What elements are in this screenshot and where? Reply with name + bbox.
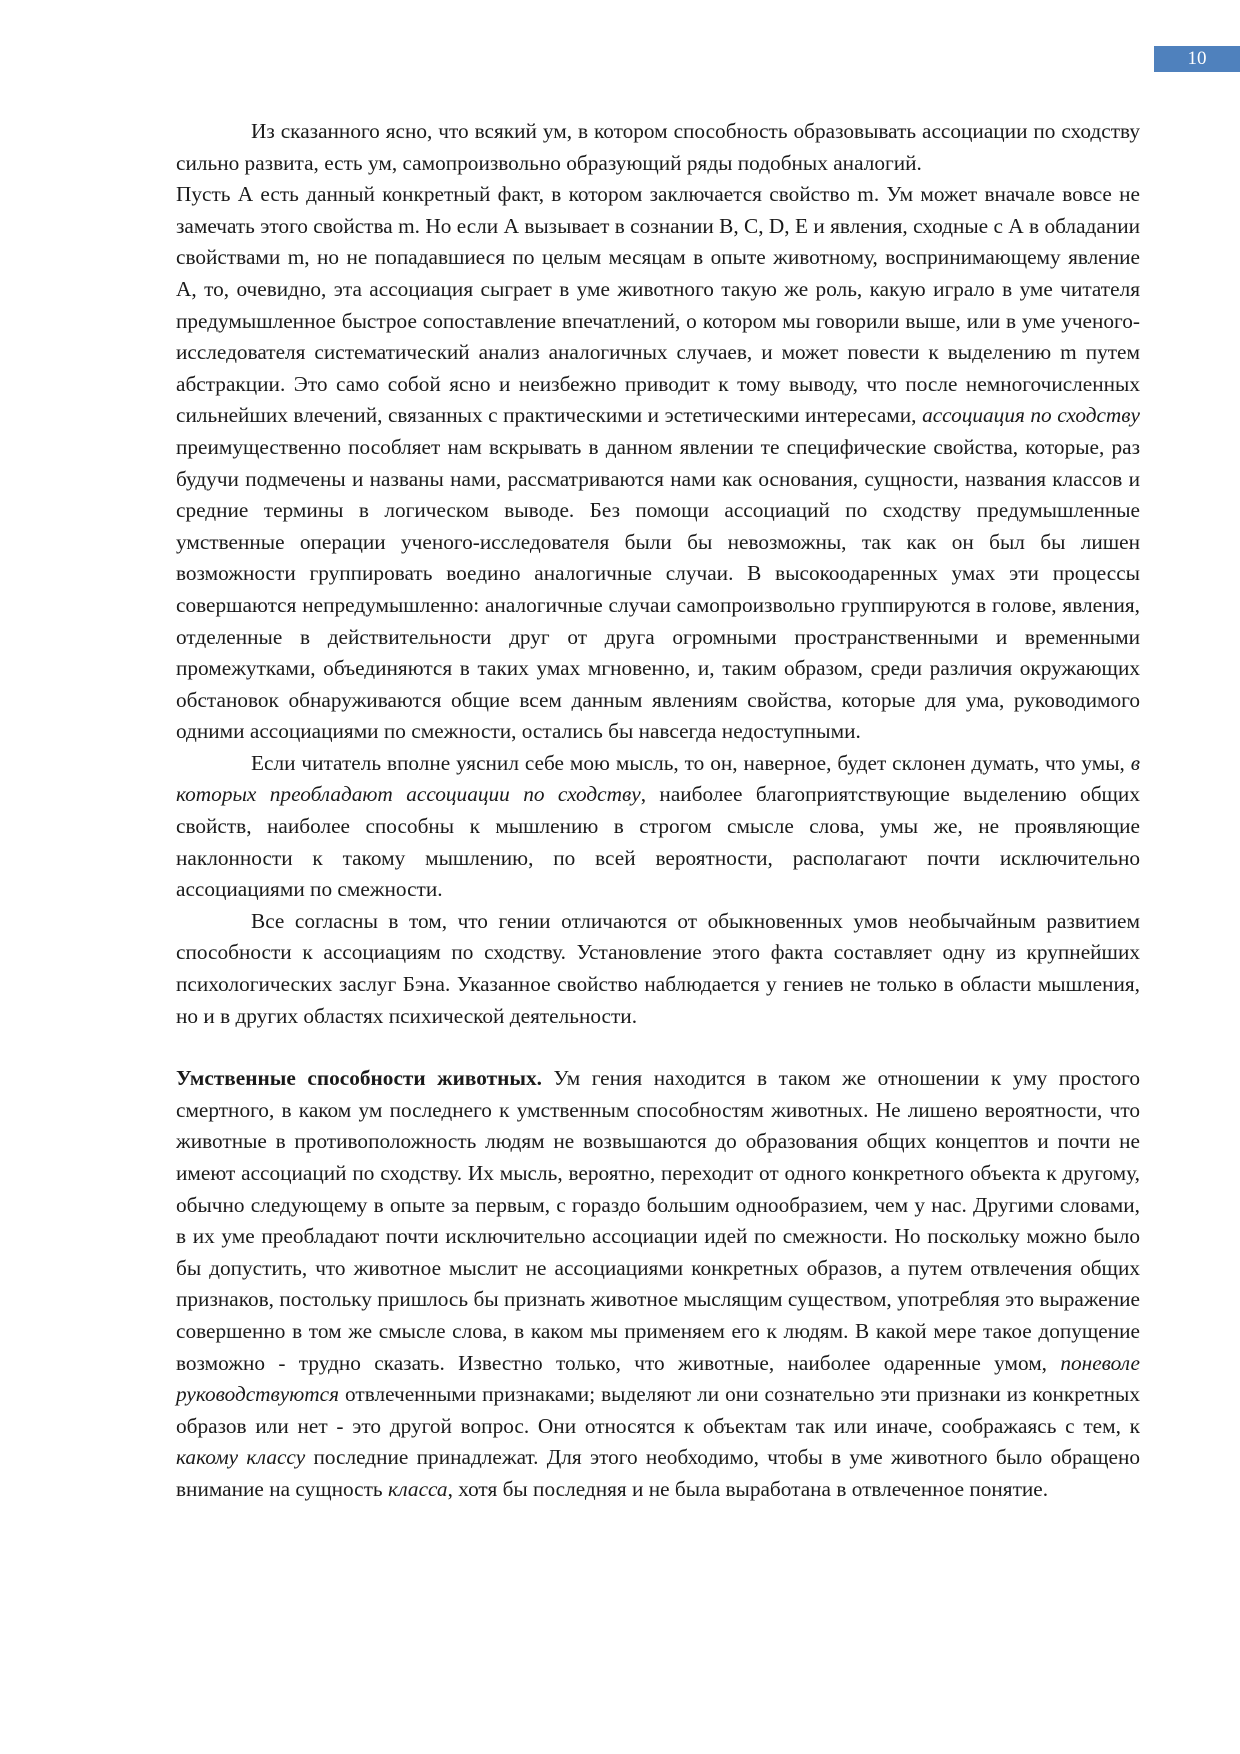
paragraph-3-emphasis: в которых преобладают ассоциации по сходству (176, 750, 1140, 807)
paragraph-3-text-a: Если читатель вполне уяснил себе мою мысль, то он, наверное, будет склонен думать, что умы, (251, 750, 1125, 775)
paragraph-5-text-b: отвлеченными признаками; выделяют ли они сознательно эти признаки из конкретных образов или нет - это другой вопрос. Они относятся к объектам так или иначе, соображаясь с тем, к (176, 1382, 1140, 1438)
paragraph-2-text-a: Пусть А есть данный конкретный факт, в котором заключается свойство m. Ум может вначале вовсе не замечать этого свойства m. Но если А вызывает в сознании В, С, D, Е и явления, сходные с А в обладании свойствами m, но не попадавшиеся по целым месяцам в опыте животному, воспринимающему явление А, то, очевидно, эта ассоциация сыграет в уме животного такую же роль, какую играло в уме читателя предумышленное быстрое сопоставление впечатлений, о котором мы говорили выше, или в уме ученого-исследователя систематический анализ аналогичных случаев, и может повести к выделению m путем абстракции. Это само собой ясно и неизбежно приводит к тому выводу, что после немногочисленных сильнейших влечений, связанных с практическими и эстетическими интересами, (176, 182, 1140, 428)
paragraph-3 (176, 748, 1140, 906)
section-gap (176, 1032, 1140, 1063)
page-number: 10 (1154, 46, 1240, 72)
paragraph-5-emphasis-1: поневоле руководствуются (176, 1350, 1140, 1407)
paragraph-4: Все согласны в том, что гении отличаются от обыкновенных умов необычайным развитием способности к ассоциациям по сходству. Установление этого факта составляет одну из крупнейших психологических заслуг Бэна. Указанное свойство наблюдается у гениев не только в области мышления, но и в других областях психической деятельности. (176, 908, 1140, 1028)
paragraph-5-emphasis-3: класса (387, 1476, 448, 1501)
paragraph-5-text-a: Ум гения находится в таком же отношении к уму простого смертного, в каком ум последнего к умственным способностям животных. Не лишено вероятности, что животные в противоположность людям не возвышаются до образования общих концептов и почти не имеют ассоциаций по сходству. Их мысль, вероятно, переходит от одного конкретного объекта к другому, обычно следующему в опыте за первым, с гораздо большим однообразием, чем у нас. Другими словами, в их уме преобладают почти исключительно ассоциации идей по смежности. Но поскольку можно было бы допустить, что животное мыслит не ассоциациями конкретных образов, а путем отвлечения общих признаков, постольку пришлось бы признать животное мыслящим существом, употребляя это выражение совершенно в том же смысле слова, в каком мы применяем его к людям. В какой мере такое допущение возможно - трудно сказать. Известно только, что животные, наиболее одаренные умом, (176, 1066, 1141, 1375)
paragraph-2-emphasis: ассоциация по сходству (922, 403, 1141, 428)
paragraph-5-text-d: , хотя бы последняя и не была выработана в отвлеченное понятие. (447, 1476, 1049, 1501)
paragraph-1: Из сказанного ясно, что всякий ум, в котором способность образовывать ассоциации по сходству сильно развита, есть ум, самопроизвольно образующий ряды подобных аналогий. (176, 119, 1140, 175)
paragraph-2-text-b: преимущественно пособляет нам вскрывать в данном явлении те специфические свойства, которые, раз будучи подмечены и названы нами, рассматриваются нами как основания, сущности, названия классов и средние термины в логическом выводе. Без помощи ассоциаций по сходству предумышленные умственные операции ученого-исследователя были бы невозможны, так как он был бы лишен возможности группировать воедино аналогичные случаи. В высокоодаренных умах эти процессы совершаются непредумышленно: аналогичные случаи самопроизвольно группируются в голове, явления, отделенные в действительности друг от друга огромными пространственными и временными промежутками, объединяются в таких умах мгновенно, и, таким образом, среди различия окружающих обстановок обнаруживаются общие всем данным явлениям свойства, которые для ума, руководимого одними ассоциациями по смежности, остались бы навсегда недоступными. (176, 434, 1140, 744)
document-body (176, 116, 1140, 1506)
paragraph-5-text-c: последние принадлежат. Для этого необходимо, чтобы в уме животного было обращено внимание на сущность (176, 1445, 1141, 1501)
paragraph-2 (176, 179, 1140, 748)
paragraph-3-text-b: , наиболее благоприятствующие выделению общих свойств, наиболее способны к мышлению в строгом смысле слова, умы же, не проявляющие наклонности к такому мышлению, по всей вероятности, располагают почти исключительно ассоциациями по смежности. (176, 782, 1140, 902)
section-heading: Умственные способности животных. (176, 1066, 542, 1091)
paragraph-5 (176, 1063, 1140, 1505)
paragraph-5-emphasis-2: какому классу (176, 1445, 306, 1470)
